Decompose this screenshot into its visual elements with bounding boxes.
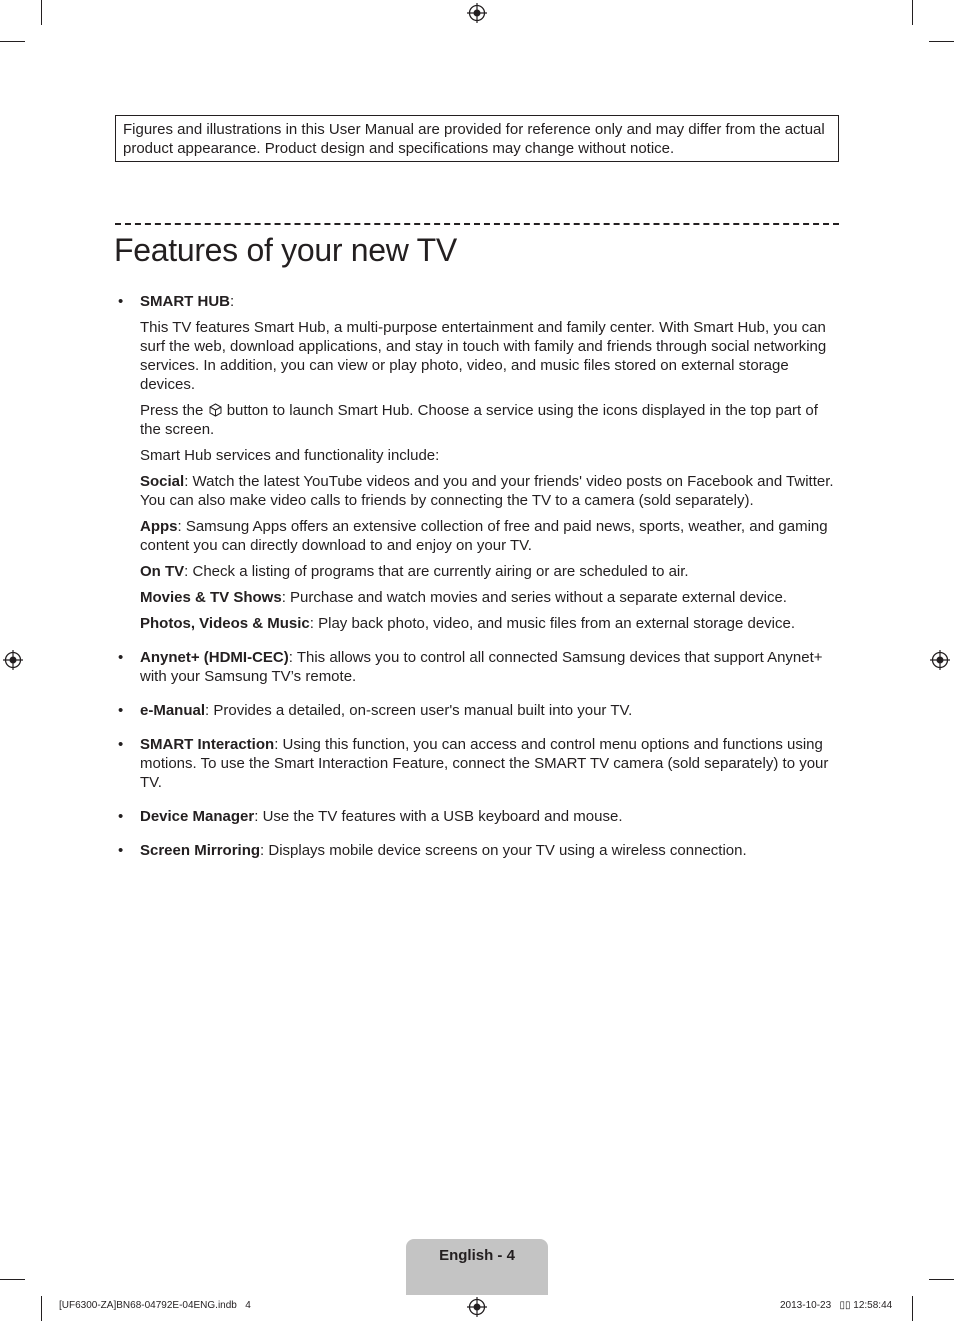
bullet: • [118,808,124,825]
bullet: • [118,293,124,310]
smart-hub-press-instruction [140,401,839,439]
service-item-photos-videos-music [140,614,839,633]
page-title: Features of your new TV [114,232,457,268]
crop-mark [929,41,954,42]
bullet: • [118,702,124,719]
feature-list [115,292,839,875]
section-divider [115,223,839,225]
feature-description: : Use the TV features with a USB keyboard and mouse. [254,808,623,825]
service-item-movies-tv-shows [140,588,839,607]
instruction-text: Press the [140,402,208,419]
crop-mark [41,0,42,25]
smart-hub-description: This TV features Smart Hub, a multi-purpose entertainment and family center. With Smart Hub, you can surf the web, download applications, and stay in touch with family and friends through social networking services. In addition, you can view or play photo, video, and music files stored on external storage devices. [140,319,827,393]
feature-term-suffix: : [230,293,235,310]
print-slug-filename: [UF6300-ZA]BN68-04792E-04ENG.indb 4 [59,1300,251,1311]
feature-term: SMART Interaction [140,736,275,753]
bullet: • [118,649,124,666]
instruction-text: button to launch Smart Hub. Choose a service using the icons displayed in the top part of the screen. [140,402,818,438]
feature-text [140,841,839,860]
feature-item-smart-interaction [115,735,839,792]
page-number-tab [406,1239,548,1295]
bullet: • [118,842,124,859]
feature-term: e-Manual [140,702,206,719]
feature-item-screen-mirroring [115,841,839,860]
feature-description: : Provides a detailed, on-screen user's manual built into your TV. [205,702,633,719]
feature-text [140,648,839,686]
crop-mark [0,1279,25,1280]
registration-mark-icon [467,3,487,23]
service-description: : Check a listing of programs that are currently airing or are scheduled to air. [184,563,689,580]
feature-term: Anynet+ (HDMI-CEC) [140,649,289,666]
feature-description: : This allows you to control all connected Samsung devices that support Anynet+ with your Samsung TV’s remote. [140,649,823,685]
crop-mark [0,41,25,42]
feature-description: : Displays mobile device screens on your TV using a wireless connection. [260,842,747,859]
service-term: Apps [140,518,178,535]
feature-description: : Using this function, you can access and control menu options and functions using motions. To use the Smart Interaction Feature, connect the SMART TV camera (sold separately) to your TV. [140,736,829,791]
feature-text [140,735,839,792]
feature-item-smart-hub [115,292,839,633]
smart-hub-services-intro: Smart Hub services and functionality include: [140,447,440,464]
service-item-social [140,472,839,510]
service-term: On TV [140,563,185,580]
feature-item-e-manual [115,701,839,720]
crop-mark [912,1296,913,1321]
bullet: • [118,736,124,753]
crop-mark [929,1279,954,1280]
registration-mark-icon [467,1297,487,1317]
page-number-label: English - 4 [439,1247,515,1264]
smart-hub-cube-icon [209,403,222,417]
feature-text [140,807,839,826]
feature-item-anynet [115,648,839,686]
print-slug-timestamp: 2013-10-23 ▯▯ 12:58:44 [780,1300,893,1311]
registration-mark-icon [930,650,950,670]
feature-term: Screen Mirroring [140,842,261,859]
service-description: : Samsung Apps offers an extensive collection of free and paid news, sports, weather, and gaming content you can directly download to and enjoy on your TV. [140,518,828,554]
service-description: : Purchase and watch movies and series without a separate external device. [281,589,787,606]
service-term: Movies & TV Shows [140,589,282,606]
service-description: : Watch the latest YouTube videos and you and your friends' video posts on Facebook and Twitter. You can also make video calls to friends by connecting the TV to a camera (sold separately). [140,473,834,509]
feature-text [140,701,839,720]
crop-mark [41,1296,42,1321]
disclaimer-text: Figures and illustrations in this User Manual are provided for reference only and may differ from the actual product appearance. Product design and specifications may change without notice. [123,121,825,157]
feature-term: Device Manager [140,808,255,825]
registration-mark-icon [3,650,23,670]
feature-term: SMART HUB [140,293,230,310]
service-item-on-tv [140,562,839,581]
disclaimer-notice-box [115,115,839,162]
service-item-apps [140,517,839,555]
feature-heading [140,292,839,311]
crop-mark [912,0,913,25]
service-term: Photos, Videos & Music [140,615,310,632]
feature-item-device-manager [115,807,839,826]
service-term: Social [140,473,185,490]
service-description: : Play back photo, video, and music files from an external storage device. [309,615,796,632]
